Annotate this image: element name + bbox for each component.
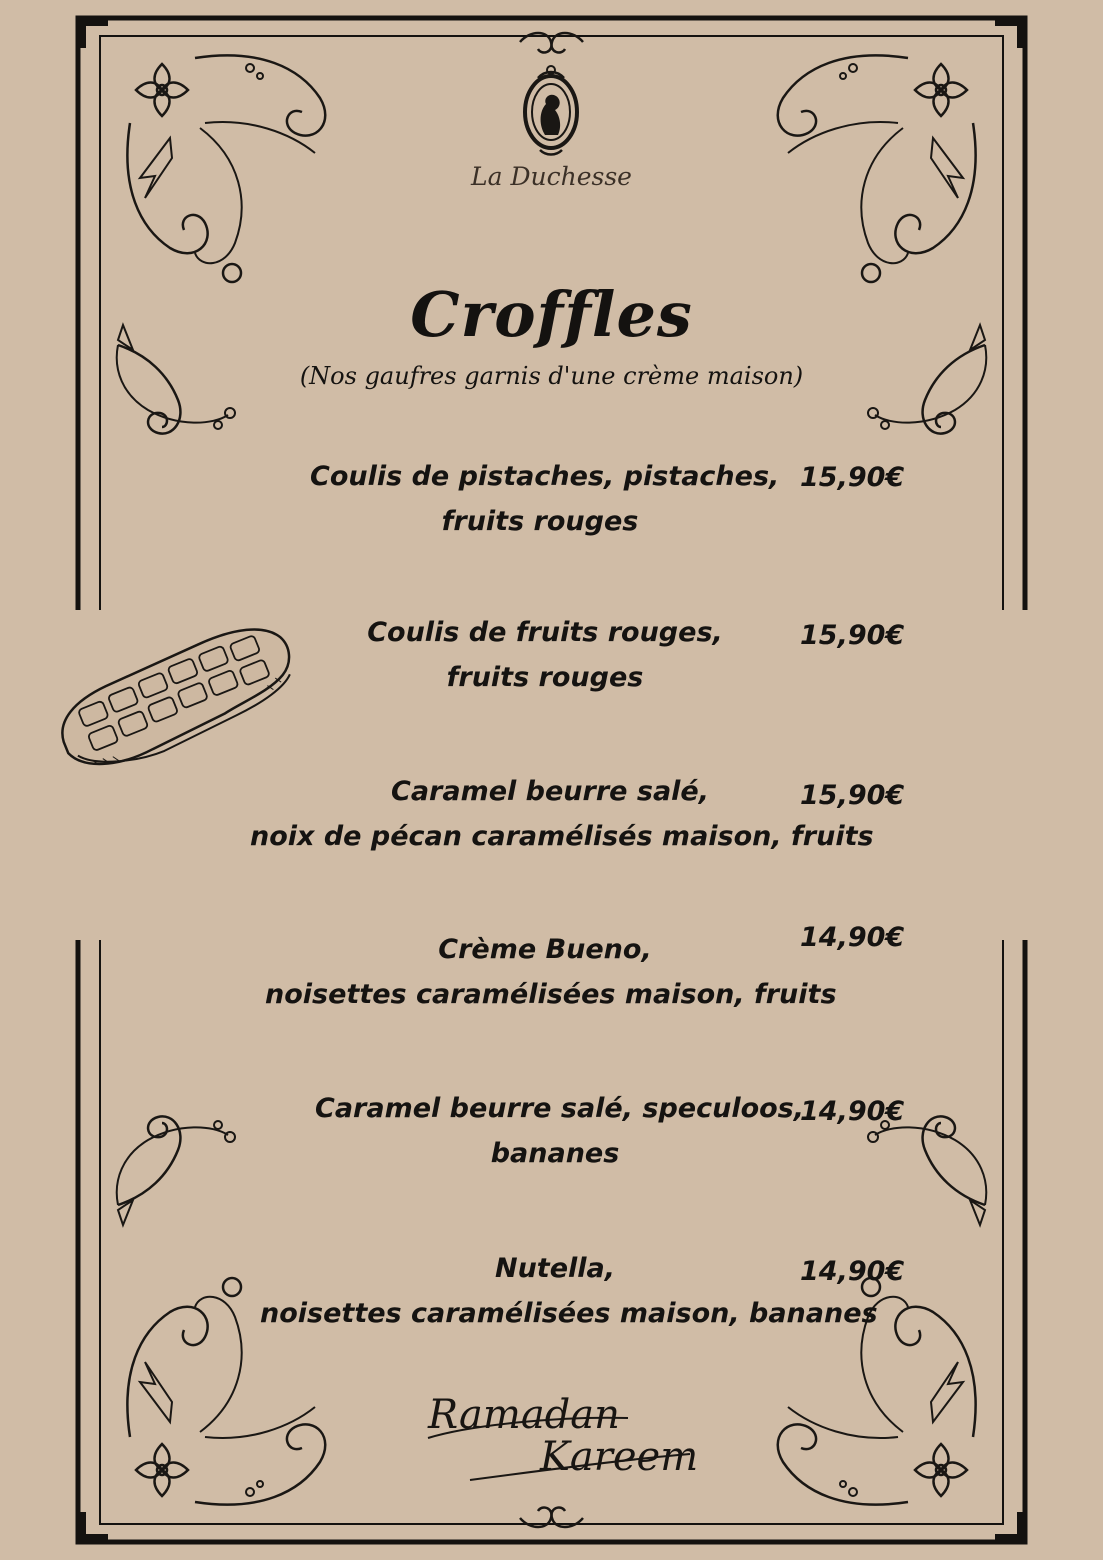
menu-item-line: fruits rouges [441,506,639,537]
menu-item-price: 15,90€ [800,780,905,811]
page-title: Croffles [410,278,693,351]
menu-item-line: Caramel beurre salé, [391,776,709,807]
menu-item-description [265,927,837,1017]
menu-item-price: 14,90€ [800,1096,905,1127]
menu-item-line: Coulis de fruits rouges, [367,617,723,648]
footer-greeting-line1: Ramadan [428,1392,620,1438]
menu-item-line: noisettes caramélisées maison, bananes [260,1298,878,1329]
side-scroll-ornament-lower-left [117,1116,235,1225]
menu-item-line: Crème Bueno, [438,934,652,965]
menu-item-line: Nutella, [494,1253,616,1284]
brand-name: La Duchesse [471,162,632,191]
menu-item-price: 14,90€ [800,1256,905,1287]
menu-item-line: fruits rouges [446,662,644,693]
menu-item-line: Caramel beurre salé, speculoos, [315,1093,805,1124]
menu-item-price: 15,90€ [800,620,905,651]
page-subtitle: (Nos gaufres garnis d'une crème maison) [299,362,804,390]
cameo-portrait-icon [525,66,577,155]
menu-item-line: Coulis de pistaches, pistaches, [310,461,780,492]
side-scroll-ornament-lower-right [868,1116,986,1225]
menu-item-line: noix de pécan caramélisés maison, fruits [250,821,874,852]
menu-item-line: bananes [490,1138,620,1169]
menu-item-description [315,1086,805,1176]
menu-item-description [360,610,730,700]
menu-item-description [310,454,780,544]
menu-item-line: noisettes caramélisées maison, fruits [265,979,837,1010]
footer-greeting-line2: Kareem [540,1434,699,1480]
waffle-illustration [49,614,306,785]
menu-item-price: 14,90€ [800,922,905,953]
menu-item-price: 15,90€ [800,462,905,493]
